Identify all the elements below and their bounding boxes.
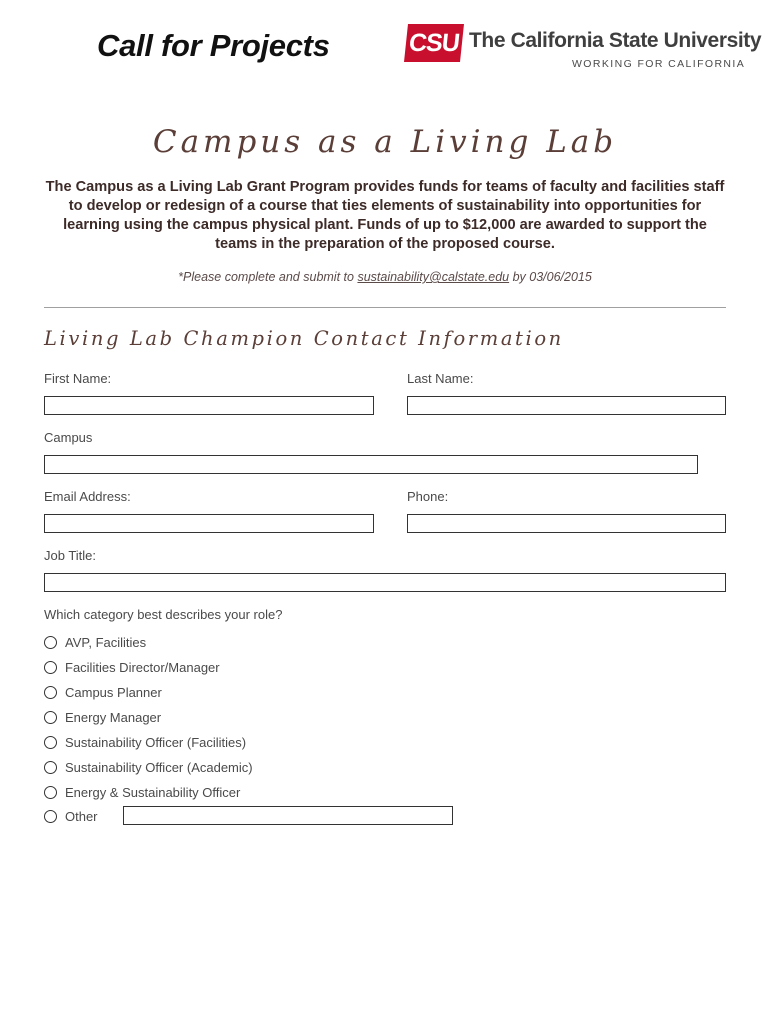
email-field[interactable] (44, 514, 374, 533)
radio-button[interactable] (44, 661, 57, 674)
role-option-campus-planner[interactable] (44, 682, 162, 702)
radio-button[interactable] (44, 786, 57, 799)
section-title: Living Lab Champion Contact Information (44, 327, 564, 350)
role-option-label: Energy & Sustainability Officer (65, 784, 241, 800)
role-option-sustainability-facilities[interactable] (44, 732, 246, 752)
job-title-field[interactable] (44, 573, 726, 592)
section-divider (44, 307, 726, 308)
email-label: Email Address: (44, 489, 131, 504)
other-role-field[interactable] (123, 806, 453, 825)
role-option-label: Campus Planner (65, 684, 162, 700)
first-name-label: First Name: (44, 371, 112, 386)
call-for-projects-heading: Call for Projects (97, 28, 330, 63)
last-name-label: Last Name: (407, 371, 474, 386)
page-title: Campus as a Living Lab (152, 124, 618, 160)
phone-field[interactable] (407, 514, 726, 533)
submission-note-suffix: by 03/06/2015 (509, 270, 592, 284)
role-option-other[interactable] (44, 806, 98, 826)
first-name-field[interactable] (44, 396, 374, 415)
role-option-avp-facilities[interactable] (44, 632, 146, 652)
role-option-label: Sustainability Officer (Academic) (65, 759, 253, 775)
csu-logo-name: The California State University (469, 29, 762, 52)
role-option-label: Sustainability Officer (Facilities) (65, 734, 247, 750)
submission-email-link[interactable]: sustainability@calstate.edu (357, 270, 510, 284)
intro-paragraph: The Campus as a Living Lab Grant Program provides funds for teams of faculty and facilities staff to develop or redesign of a course that ties elements of sustainability into opportunities for learning using the campus physical plant. Funds of up to $12,000 are awarded to support the teams in the preparation of the proposed course. (45, 179, 725, 252)
csu-logo-tagline: WORKING FOR CALIFORNIA (572, 58, 746, 70)
phone-label: Phone: (407, 489, 449, 504)
radio-button[interactable] (44, 810, 57, 823)
role-option-label: Energy Manager (65, 709, 162, 725)
role-option-label: Other (65, 808, 98, 824)
campus-field[interactable] (44, 455, 698, 474)
radio-button[interactable] (44, 711, 57, 724)
role-option-sustainability-academic[interactable] (44, 757, 253, 777)
radio-button[interactable] (44, 686, 57, 699)
role-option-label: Facilities Director/Manager (65, 659, 220, 675)
submission-note-prefix: *Please complete and submit to (178, 270, 358, 284)
role-question: Which category best describes your role? (44, 607, 283, 622)
submission-note (0, 270, 770, 284)
csu-logo-mark: CSU (404, 24, 464, 62)
radio-button[interactable] (44, 761, 57, 774)
radio-button[interactable] (44, 636, 57, 649)
role-option-label: AVP, Facilities (65, 634, 147, 650)
last-name-field[interactable] (407, 396, 726, 415)
role-option-facilities-director[interactable] (44, 657, 220, 677)
job-title-label: Job Title: (44, 548, 97, 563)
radio-button[interactable] (44, 736, 57, 749)
campus-label: Campus (44, 430, 93, 445)
role-option-energy-sustainability[interactable] (44, 782, 240, 802)
role-option-energy-manager[interactable] (44, 707, 161, 727)
